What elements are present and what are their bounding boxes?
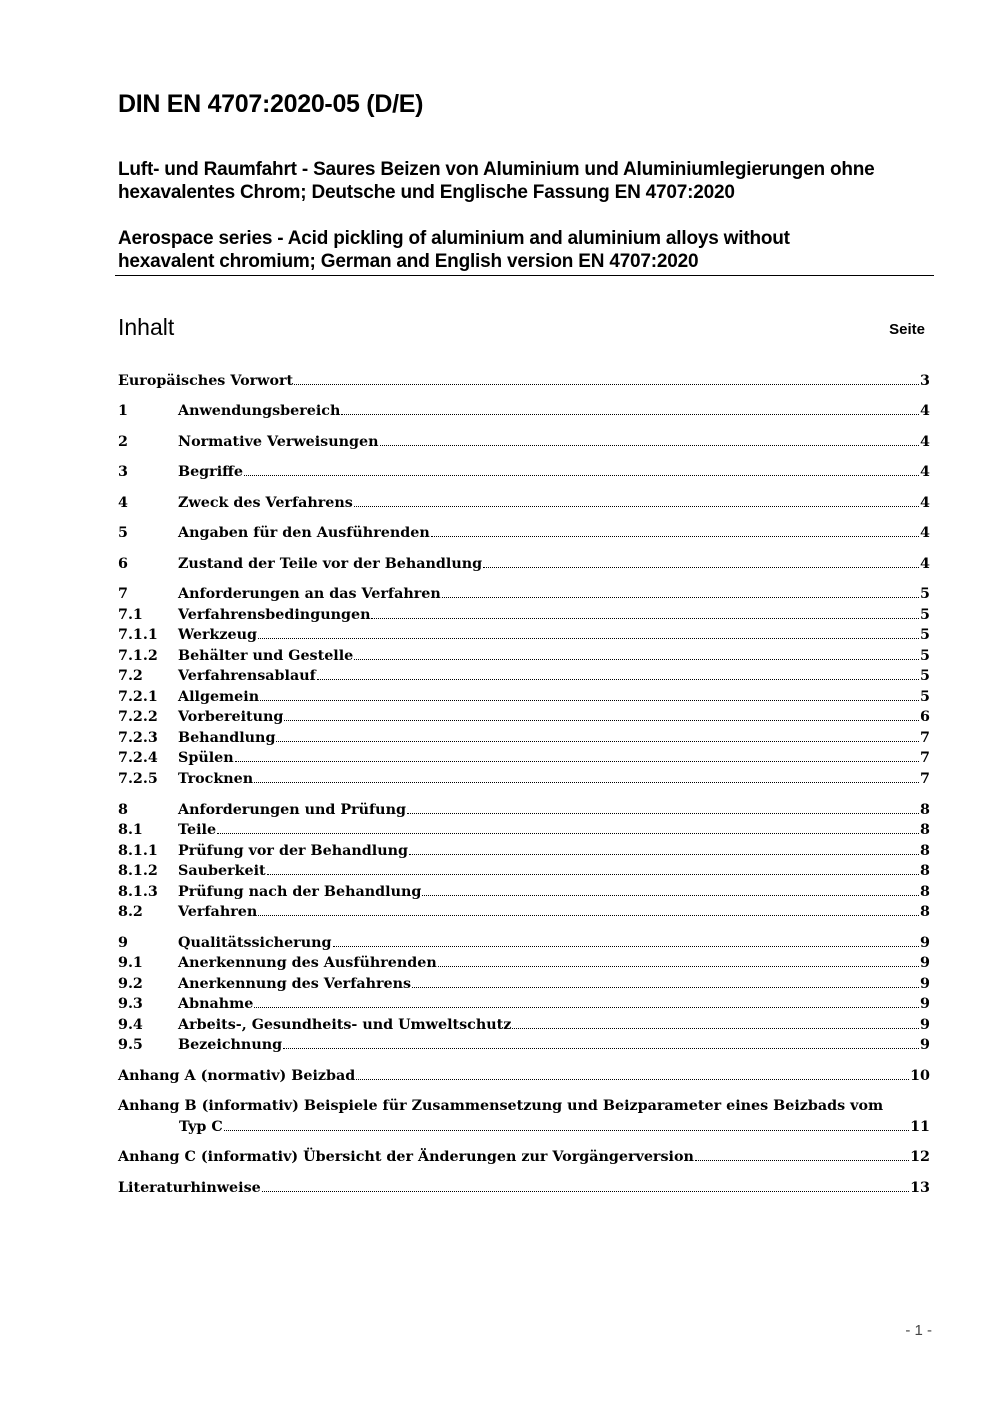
toc-entry-page: 4 bbox=[920, 403, 930, 419]
toc-entry-title: Sauberkeit bbox=[178, 863, 266, 879]
toc-leader-dots bbox=[235, 761, 919, 762]
toc-entry[interactable] bbox=[118, 1178, 930, 1198]
toc-entry[interactable] bbox=[118, 933, 930, 953]
toc-entry-number: 1 bbox=[118, 403, 128, 419]
toc-entry-title: Anforderungen an das Verfahren bbox=[178, 586, 441, 602]
toc-entry-title: Anerkennung des Verfahrens bbox=[178, 976, 412, 992]
toc-entry-page: 9 bbox=[920, 996, 930, 1012]
toc-entry-title: Spülen bbox=[178, 750, 234, 766]
toc-entry-page: 7 bbox=[920, 750, 930, 766]
toc-entry-number: 8.2 bbox=[118, 904, 143, 920]
toc-heading: Inhalt bbox=[118, 314, 175, 340]
toc-entry-title: Bezeichnung bbox=[178, 1037, 283, 1053]
toc-entry-title: Anerkennung des Ausführenden bbox=[178, 955, 437, 971]
toc-entry[interactable] bbox=[118, 800, 930, 820]
toc-entry-title: Literaturhinweise bbox=[118, 1180, 261, 1196]
toc-leader-dots bbox=[409, 854, 919, 855]
toc-entry-title: Verfahren bbox=[178, 904, 258, 920]
toc-leader-dots bbox=[294, 384, 919, 385]
toc-entry-number: 5 bbox=[118, 525, 128, 541]
toc-entry-title: Normative Verweisungen bbox=[178, 434, 379, 450]
toc-leader-dots bbox=[276, 741, 919, 742]
toc-leader-dots bbox=[483, 567, 919, 568]
toc-entry-number: 2 bbox=[118, 434, 128, 450]
toc-entry[interactable] bbox=[118, 1096, 930, 1137]
toc-leader-dots bbox=[284, 720, 919, 721]
toc-entry-page: 9 bbox=[920, 1017, 930, 1033]
toc-leader-dots bbox=[267, 874, 919, 875]
toc-leader-dots bbox=[412, 987, 919, 988]
toc-entry-title: Vorbereitung bbox=[178, 709, 284, 725]
toc-leader-dots bbox=[258, 915, 919, 916]
toc-entry-title: Anforderungen und Prüfung bbox=[178, 802, 406, 818]
toc-entry-title-cont: Typ C bbox=[179, 1119, 223, 1135]
toc-entry-number: 8 bbox=[118, 802, 128, 818]
toc-entry-page: 7 bbox=[920, 771, 930, 787]
toc-leader-dots bbox=[354, 659, 919, 660]
toc-entry[interactable] bbox=[118, 1035, 930, 1055]
toc-entry-page: 5 bbox=[920, 627, 930, 643]
toc-entry[interactable] bbox=[118, 748, 930, 768]
toc-entry-number: 7.1 bbox=[118, 607, 143, 623]
toc-leader-dots bbox=[224, 1130, 909, 1131]
subtitle-german: Luft- und Raumfahrt - Saures Beizen von Aluminium und Aluminiumlegierungen ohne hexavalentes Chrom; Deutsche und Englische Fassung EN 4707:2020 bbox=[118, 159, 875, 203]
toc-entry-page: 9 bbox=[920, 1037, 930, 1053]
toc-entry-page: 9 bbox=[920, 976, 930, 992]
toc-entry-title: Prüfung vor der Behandlung bbox=[178, 843, 408, 859]
toc-entry-page: 11 bbox=[910, 1119, 930, 1135]
toc-entry[interactable] bbox=[118, 401, 930, 421]
toc-entry-number: 7.2.4 bbox=[118, 750, 158, 766]
toc-leader-dots bbox=[438, 966, 919, 967]
toc-leader-dots bbox=[341, 414, 919, 415]
toc-leader-dots bbox=[371, 618, 919, 619]
toc-entry-title: Prüfung nach der Behandlung bbox=[178, 884, 422, 900]
toc-leader-dots bbox=[260, 700, 919, 701]
toc-leader-dots bbox=[254, 1007, 919, 1008]
toc-entry-page: 12 bbox=[910, 1149, 930, 1165]
toc-entry-page: 6 bbox=[920, 709, 930, 725]
toc-leader-dots bbox=[380, 445, 920, 446]
toc-entry-number: 7.2.2 bbox=[118, 709, 158, 725]
toc-entry-title: Anhang C (informativ) Übersicht der Änderungen zur Vorgängerversion bbox=[118, 1149, 694, 1165]
toc-entry-page: 8 bbox=[920, 863, 930, 879]
toc-entry-title: Angaben für den Ausführenden bbox=[178, 525, 430, 541]
toc-entry[interactable] bbox=[118, 953, 930, 973]
toc-leader-dots bbox=[217, 833, 919, 834]
toc-leader-dots bbox=[431, 536, 919, 537]
toc-leader-dots bbox=[333, 946, 920, 947]
toc-entry[interactable] bbox=[118, 432, 930, 452]
toc-leader-dots bbox=[254, 782, 919, 783]
toc-entry-page: 9 bbox=[920, 955, 930, 971]
toc-entry-number: 9.4 bbox=[118, 1017, 143, 1033]
toc-entry-number: 7.2.1 bbox=[118, 689, 158, 705]
toc-entry-title: Werkzeug bbox=[178, 627, 258, 643]
toc-entry-number: 7 bbox=[118, 586, 128, 602]
toc-entry-title: Teile bbox=[178, 822, 217, 838]
toc-entry[interactable] bbox=[118, 882, 930, 902]
toc-entry-page: 8 bbox=[920, 802, 930, 818]
subtitle-english: Aerospace series - Acid pickling of aluminium and aluminium alloys without hexavalent chromium; German and English version EN 4707:2020 bbox=[118, 228, 790, 272]
toc-entry-number: 4 bbox=[118, 495, 128, 511]
toc-entry-page: 8 bbox=[920, 904, 930, 920]
toc-entry[interactable] bbox=[118, 493, 930, 513]
toc-entry-page: 5 bbox=[920, 586, 930, 602]
toc-entry-title: Verfahrensbedingungen bbox=[178, 607, 371, 623]
toc-entry[interactable] bbox=[118, 646, 930, 666]
toc-entry-page: 3 bbox=[920, 373, 930, 389]
toc-entry-number: 9.5 bbox=[118, 1037, 143, 1053]
toc-entry[interactable] bbox=[118, 523, 930, 543]
toc-entry-page: 8 bbox=[920, 822, 930, 838]
toc-page-heading: Seite bbox=[889, 321, 925, 338]
toc-entry-title: Zustand der Teile vor der Behandlung bbox=[178, 556, 483, 572]
toc-leader-dots bbox=[695, 1160, 909, 1161]
toc-entry-number: 6 bbox=[118, 556, 128, 572]
toc-leader-dots bbox=[244, 475, 919, 476]
toc-entry-title: Anhang A (normativ) Beizbad bbox=[118, 1068, 356, 1084]
toc-entry[interactable] bbox=[118, 625, 930, 645]
toc-entry-number: 8.1.1 bbox=[118, 843, 158, 859]
toc-leader-dots bbox=[354, 506, 919, 507]
toc-entry-title: Anhang B (informativ) Beispiele für Zusammensetzung und Beizparameter eines Beizbads vom bbox=[118, 1098, 884, 1114]
toc-entry-page: 9 bbox=[920, 935, 930, 951]
toc-leader-dots bbox=[422, 895, 919, 896]
toc-entry-number: 3 bbox=[118, 464, 128, 480]
toc-entry[interactable] bbox=[118, 687, 930, 707]
toc-entry[interactable] bbox=[118, 769, 930, 789]
toc-entry-title: Behälter und Gestelle bbox=[178, 648, 354, 664]
toc-entry[interactable] bbox=[118, 707, 930, 727]
toc-entry-title: Behandlung bbox=[178, 730, 276, 746]
toc-entry-number: 8.1.2 bbox=[118, 863, 158, 879]
toc-entry-page: 5 bbox=[920, 668, 930, 684]
footer-page-number: - 1 - bbox=[905, 1322, 932, 1339]
toc-entry-number: 9.2 bbox=[118, 976, 143, 992]
toc-entry-page: 4 bbox=[920, 495, 930, 511]
toc-entry-title: Europäisches Vorwort bbox=[118, 373, 294, 389]
toc-entry-title: Anwendungsbereich bbox=[178, 403, 341, 419]
toc-leader-dots bbox=[283, 1048, 919, 1049]
toc-entry-page: 4 bbox=[920, 464, 930, 480]
title-divider bbox=[115, 275, 934, 276]
toc-entry-number: 9 bbox=[118, 935, 128, 951]
toc-entry[interactable] bbox=[118, 1066, 930, 1086]
toc-entry-page: 10 bbox=[910, 1068, 930, 1084]
toc-entry[interactable] bbox=[118, 1015, 930, 1035]
document-title: DIN EN 4707:2020-05 (D/E) bbox=[118, 90, 424, 118]
toc-entry-page: 7 bbox=[920, 730, 930, 746]
toc-leader-dots bbox=[442, 597, 919, 598]
toc-entry[interactable] bbox=[118, 554, 930, 574]
toc-leader-dots bbox=[356, 1079, 909, 1080]
toc-entry[interactable] bbox=[118, 462, 930, 482]
toc-entry-title: Trocknen bbox=[178, 771, 254, 787]
toc-entry-page: 8 bbox=[920, 843, 930, 859]
toc-entry-continuation bbox=[118, 1117, 930, 1137]
toc-entry-page: 13 bbox=[910, 1180, 930, 1196]
toc-entry[interactable] bbox=[118, 902, 930, 922]
toc-entry[interactable] bbox=[118, 861, 930, 881]
toc-entry-page: 4 bbox=[920, 434, 930, 450]
toc-entry-number: 9.3 bbox=[118, 996, 143, 1012]
toc-entry-number: 8.1 bbox=[118, 822, 143, 838]
toc-entry-title: Arbeits-, Gesundheits- und Umweltschutz bbox=[178, 1017, 512, 1033]
toc-entry-number: 7.2.3 bbox=[118, 730, 158, 746]
toc-leader-dots bbox=[512, 1028, 919, 1029]
toc-entry[interactable] bbox=[118, 1147, 930, 1167]
toc-leader-dots bbox=[407, 813, 919, 814]
toc-entry-number: 9.1 bbox=[118, 955, 143, 971]
toc-entry-page: 5 bbox=[920, 648, 930, 664]
toc-entry-title: Allgemein bbox=[178, 689, 260, 705]
toc-entry[interactable] bbox=[118, 666, 930, 686]
toc-entry-number: 7.2.5 bbox=[118, 771, 158, 787]
toc-entry[interactable] bbox=[118, 820, 930, 840]
toc-entry-page: 4 bbox=[920, 525, 930, 541]
toc-entry-page: 4 bbox=[920, 556, 930, 572]
toc-entry-number: 8.1.3 bbox=[118, 884, 158, 900]
toc-entry-page: 5 bbox=[920, 607, 930, 623]
toc-entry-page: 5 bbox=[920, 689, 930, 705]
toc-leader-dots bbox=[317, 679, 919, 680]
toc-entry-title: Qualitätssicherung bbox=[178, 935, 332, 951]
toc-leader-dots bbox=[258, 638, 919, 639]
toc-entry-page: 8 bbox=[920, 884, 930, 900]
toc-entry[interactable] bbox=[118, 584, 930, 604]
toc-entry[interactable] bbox=[118, 605, 930, 625]
toc-entry-title: Zweck des Verfahrens bbox=[178, 495, 353, 511]
toc-entry-title: Abnahme bbox=[178, 996, 254, 1012]
toc-entry-number: 7.1.2 bbox=[118, 648, 158, 664]
toc-entry-number: 7.1.1 bbox=[118, 627, 158, 643]
toc-leader-dots bbox=[262, 1191, 909, 1192]
toc-entry[interactable] bbox=[118, 974, 930, 994]
toc-entry[interactable] bbox=[118, 728, 930, 748]
toc-entry-title: Verfahrensablauf bbox=[178, 668, 316, 684]
toc-entry[interactable] bbox=[118, 994, 930, 1014]
toc-entry-title: Begriffe bbox=[178, 464, 243, 480]
toc-entry-number: 7.2 bbox=[118, 668, 143, 684]
toc-entry[interactable] bbox=[118, 371, 930, 391]
toc-entry[interactable] bbox=[118, 841, 930, 861]
